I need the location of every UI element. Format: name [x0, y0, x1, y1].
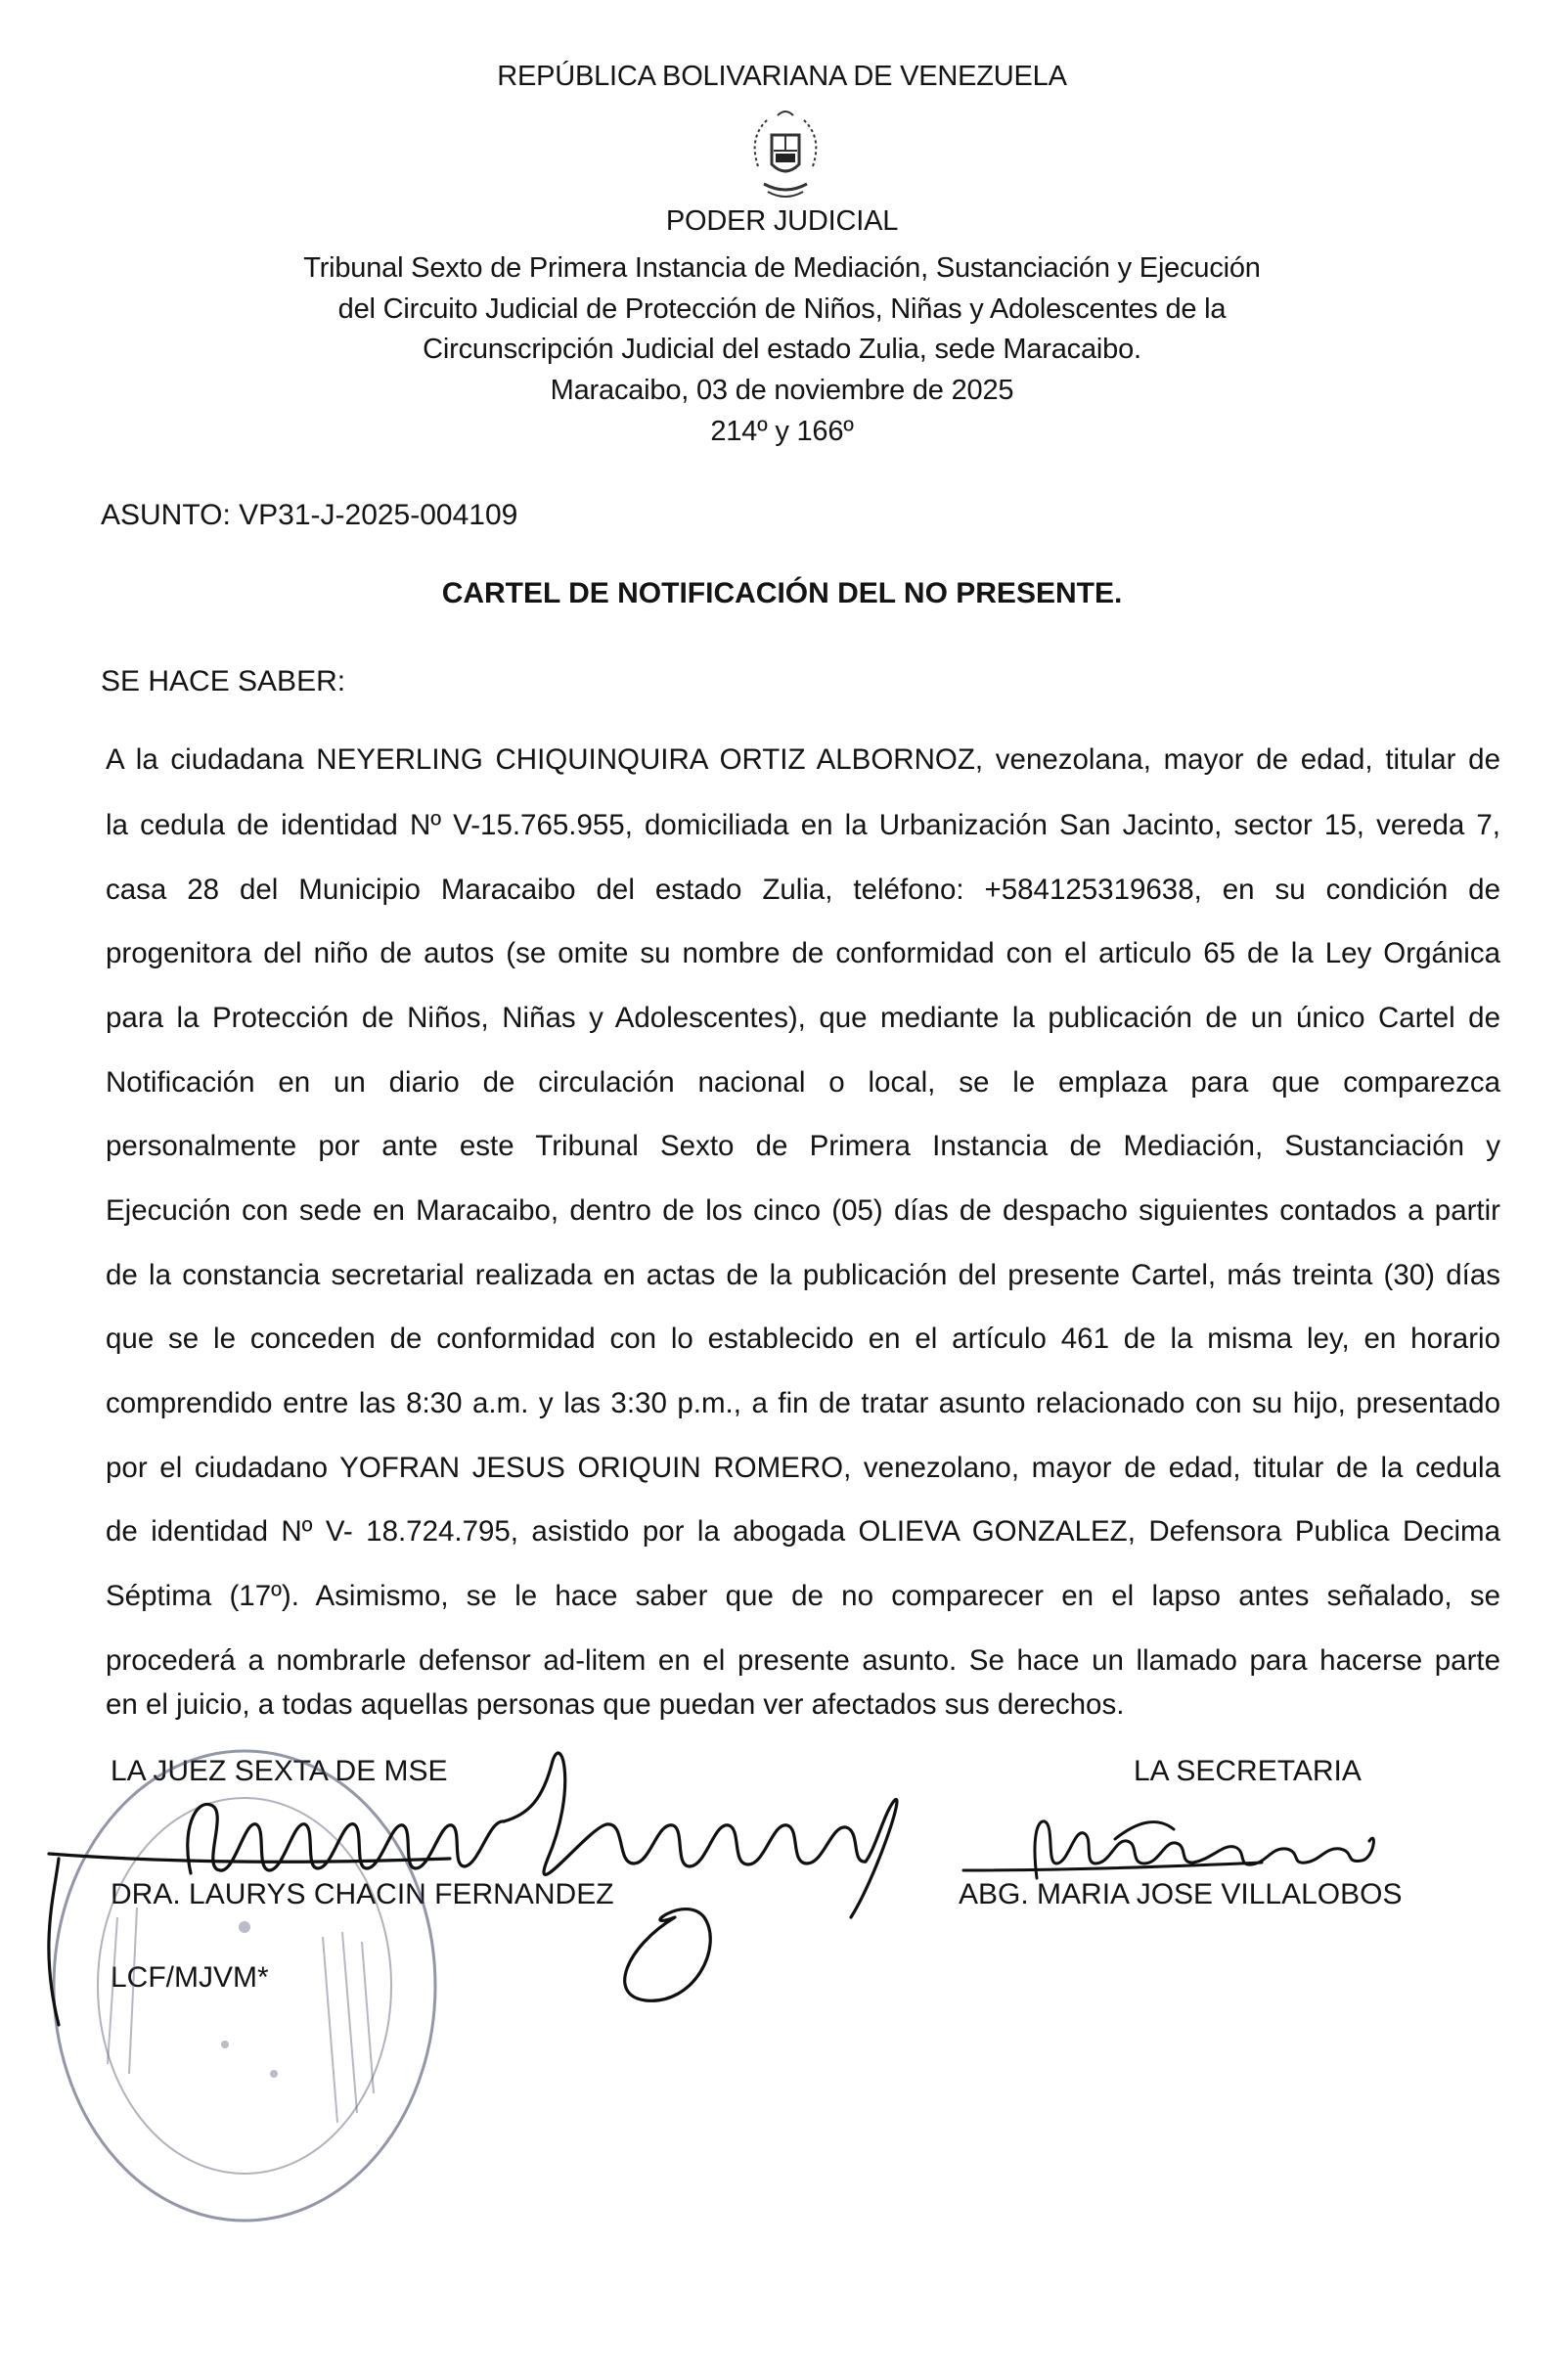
body-line: para la Protección de Niños, Niñas y Adolescentes), que mediante la publicación de un único Cartel de: [106, 1002, 1500, 1034]
body-line: la cedula de identidad Nº V-15.765.955, domiciliada en la Urbanización San Jacinto, sector 15, vereda 7,: [106, 809, 1500, 841]
body-line: de identidad Nº V- 18.724.795, asistido por la abogada OLIEVA GONZALEZ, Defensora Publica Decima: [106, 1515, 1500, 1548]
handwritten-signature-icon: [963, 1821, 1373, 1878]
secretary-name: ABG. MARIA JOSE VILLALOBOS: [959, 1878, 1403, 1910]
judge-name: DRA. LAURYS CHACIN FERNANDEZ: [111, 1878, 614, 1910]
body-line: Séptima (17º). Asimismo, se le hace saber que de no comparecer en el lapso antes señalado, se: [106, 1580, 1500, 1612]
initials: LCF/MJVM*: [111, 1961, 269, 1994]
body-line: Notificación en un diario de circulación nacional o local, se le emplaza para que comparezca: [106, 1066, 1500, 1099]
poder-judicial-heading: PODER JUDICIAL: [665, 205, 899, 237]
body-line: en el juicio, a todas aquellas personas que puedan ver afectados sus derechos.: [106, 1688, 1125, 1721]
body-line: de la constancia secretarial realizada en actas de la publicación del presente Cartel, más treinta (30) días: [106, 1259, 1500, 1291]
body-line: personalmente por ante este Tribunal Sexto de Primera Instancia de Mediación, Sustanciación y: [106, 1130, 1500, 1162]
secretary-title: LA SECRETARIA: [1134, 1755, 1362, 1787]
se-hace-saber-label: SE HACE SABER:: [101, 665, 346, 697]
body-line: A la ciudadana NEYERLING CHIQUINQUIRA ORTIZ ALBORNOZ, venezolana, mayor de edad, titular de: [106, 743, 1500, 776]
body-line: Ejecución con sede en Maracaibo, dentro de los cinco (05) días de despacho siguientes contados a partir: [106, 1194, 1500, 1227]
body-line: comprendido entre las 8:30 a.m. y las 3:30 p.m., a fin de tratar asunto relacionado con su hijo, presentado: [106, 1387, 1500, 1419]
body-line: procederá a nombrarle defensor ad-litem en el presente asunto. Se hace un llamado para hacerse parte: [106, 1644, 1500, 1677]
body-line: progenitora del niño de autos (se omite su nombre de conformidad con el articulo 65 de la Ley Orgánica: [106, 937, 1500, 969]
tribunal-line: del Circuito Judicial de Protección de Niños, Niñas y Adolescentes de la: [337, 293, 1227, 325]
body-line: casa 28 del Municipio Maracaibo del estado Zulia, teléfono: +584125319638, en su condición de: [106, 874, 1500, 906]
tribunal-line: Tribunal Sexto de Primera Instancia de Mediación, Sustanciación y Ejecución: [303, 252, 1261, 284]
republic-heading: REPÚBLICA BOLIVARIANA DE VENEZUELA: [497, 61, 1067, 92]
document-date: Maracaibo, 03 de noviembre de 2025: [550, 375, 1014, 406]
body-line: que se le conceden de conformidad con lo establecido en el artículo 461 de la misma ley, en horario: [106, 1323, 1500, 1355]
years-line: 214º y 166º: [710, 416, 854, 447]
coat-of-arms-icon: [738, 108, 832, 205]
document-title: CARTEL DE NOTIFICACIÓN DEL NO PRESENTE.: [441, 577, 1123, 609]
case-number: ASUNTO: VP31-J-2025-004109: [101, 499, 518, 531]
judge-title: LA JUEZ SEXTA DE MSE: [111, 1755, 448, 1787]
body-line: por el ciudadano YOFRAN JESUS ORIQUIN ROMERO, venezolano, mayor de edad, titular de la cedula: [106, 1452, 1500, 1484]
tribunal-line: Circunscripción Judicial del estado Zulia, sede Maracaibo.: [423, 334, 1141, 365]
